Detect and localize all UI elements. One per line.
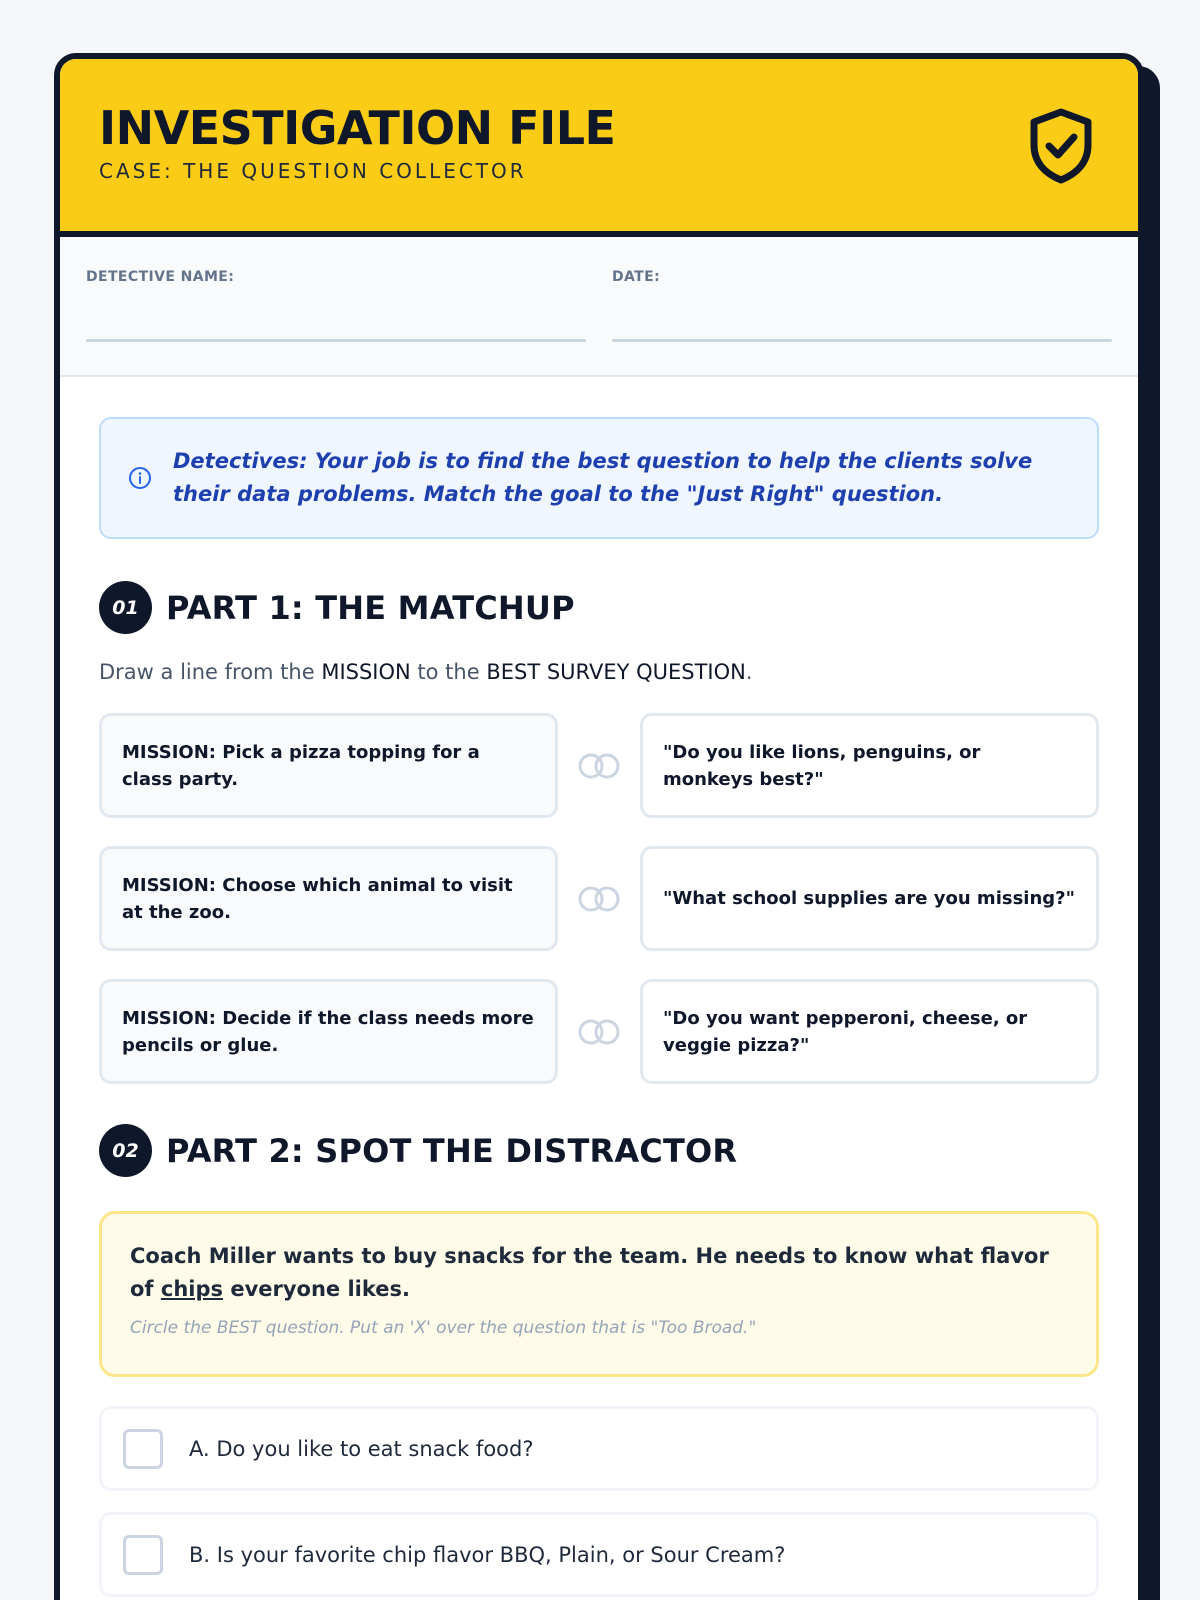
link-icon [576,885,622,913]
scenario-text-start: Coach Miller wants to buy snacks for the team. He needs to know what flavor of [130,1244,1049,1301]
question-card[interactable]: "Do you like lions, penguins, or monkeys best?" [640,713,1099,818]
instr-mission: MISSION [321,660,411,684]
part1-title: PART 1: THE MATCHUP [166,588,575,627]
shield-check-icon [1028,107,1094,185]
part1-number-badge: 01 [99,581,152,634]
instr-suffix: . [745,660,753,684]
option-text: B. Is your favorite chip flavor BBQ, Plain, or Sour Cream? [189,1542,786,1567]
date-line [612,339,1112,342]
scenario-text [130,1240,1068,1306]
part1-heading [99,581,1099,634]
scenario-box [99,1211,1099,1377]
match-row [99,979,1099,1084]
date-field[interactable] [612,269,1112,375]
mission-card[interactable]: MISSION: Pick a pizza topping for a class party. [99,713,558,818]
main-content [60,377,1138,1597]
scenario-text-end: everyone likes. [223,1277,410,1301]
mission-card[interactable]: MISSION: Choose which animal to visit at the zoo. [99,846,558,951]
instr-middle: to the [410,660,487,684]
date-label: DATE: [612,269,661,285]
question-card[interactable]: "Do you want pepperoni, cheese, or veggie pizza?" [640,979,1099,1084]
info-callout [99,417,1099,539]
option-checkbox[interactable] [123,1429,163,1469]
answer-options [99,1406,1099,1597]
page-title: INVESTIGATION FILE [99,101,616,155]
part2-heading [99,1124,1099,1177]
match-row [99,846,1099,951]
case-subtitle: CASE: THE QUESTION COLLECTOR [99,159,527,183]
detective-info [60,237,1138,377]
part2-number-badge: 02 [99,1124,152,1177]
link-icon [576,1018,622,1046]
option-text: A. Do you like to eat snack food? [189,1436,534,1461]
worksheet-card [54,53,1144,1600]
scenario-keyword: chips [160,1277,224,1301]
instr-question: BEST SURVEY QUESTION [486,660,746,684]
part1-instructions [99,660,1099,684]
part2-title: PART 2: SPOT THE DISTRACTOR [166,1131,738,1170]
option-checkbox[interactable] [123,1535,163,1575]
mission-card[interactable]: MISSION: Decide if the class needs more pencils or glue. [99,979,558,1084]
matchup-grid [99,713,1099,1084]
scenario-hint: Circle the BEST question. Put an 'X' over the question that is "Too Broad." [130,1318,757,1338]
match-row [99,713,1099,818]
info-text: Detectives: Your job is to find the best question to help the clients solve their data problems. Match the goal to the "Just Right" question. [173,449,1033,506]
instr-prefix: Draw a line from the [99,660,322,684]
question-card[interactable]: "What school supplies are you missing?" [640,846,1099,951]
header [60,59,1138,237]
info-icon [128,466,152,490]
detective-name-label: DETECTIVE NAME: [86,269,235,285]
link-icon [576,752,622,780]
detective-name-line [86,339,586,342]
answer-option[interactable] [99,1512,1099,1597]
detective-name-field[interactable] [86,269,586,375]
answer-option[interactable] [99,1406,1099,1491]
